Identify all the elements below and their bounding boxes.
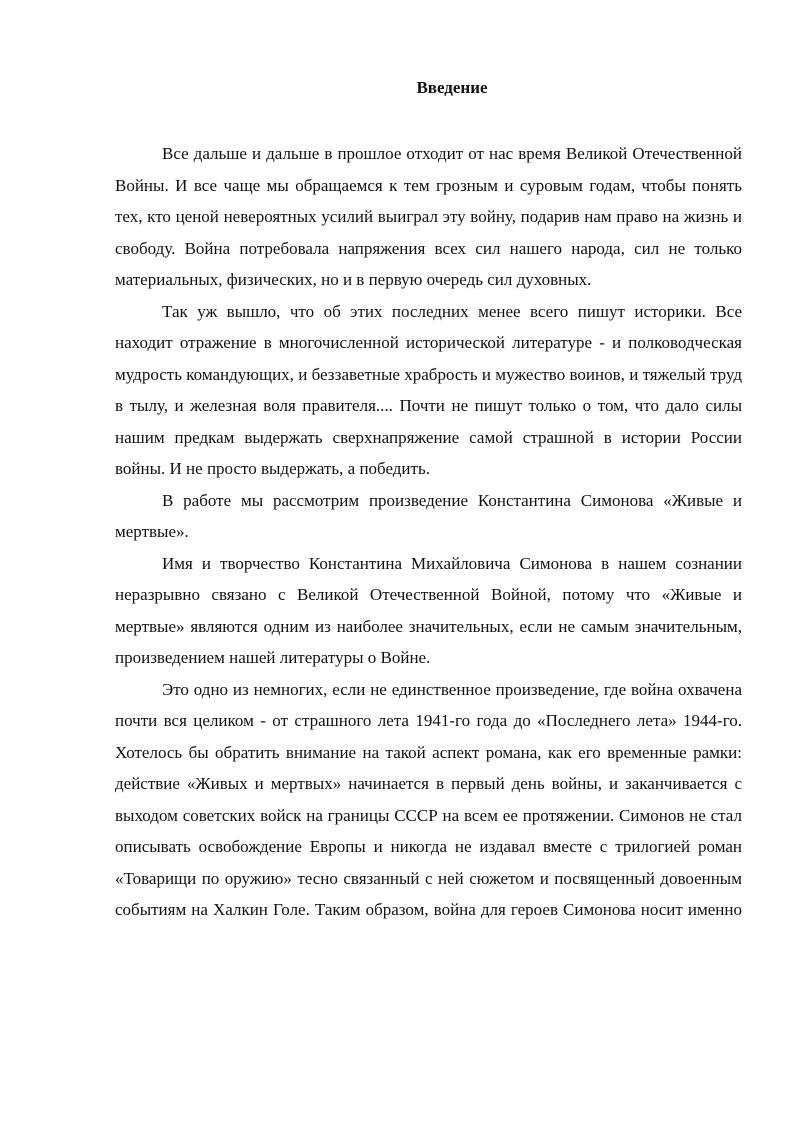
paragraph-5: Это одно из немногих, если не единственное произведение, где война охвачена почти вся целиком - от страшного лета 1941-го года до «Последнего лета» 1944-го. Хотелось бы обратить внимание на такой аспект романа, как его временные рамки: действие «Живых и мертвых» начинается в первый день войны, и заканчивается с выходом советских войск на границы СССР на всем ее протяжении. Симонов не стал описывать освобождение Европы и никогда не издавал вместе с трилогией роман «Товарищи по оружию» тесно связанный с ней сюжетом и посвященный довоенным событиям на Халкин Голе. Таким образом, война для героев Симонова носит именно [115, 679, 742, 919]
paragraph-2: Так уж вышло, что об этих последних менее всего пишут историки. Все находит отражение в многочисленной исторической литературе - и полководческая мудрость командующих, и беззаветные храбрость и мужество воинов, и тяжелый труд в тылу, и железная воля правителя.... Почти не пишут только о том, что дало силы нашим предкам выдержать сверхнапряжение самой страшной в истории России войны. И не просто выдержать, а победить. [115, 301, 742, 478]
paragraph-1: Все дальше и дальше в прошлое отходит от нас время Великой Отечественной Войны. И все чаще мы обращаемся к тем грозным и суровым годам, чтобы понять тех, кто ценой невероятных усилий выиграл эту войну, подарив нам право на жизнь и свободу. Война потребовала напряжения всех сил нашего народа, сил не только материальных, физических, но и в первую очередь сил духовных. [115, 144, 742, 289]
page-title: Введение [416, 78, 488, 97]
paragraph-3: В работе мы рассмотрим произведение Константина Симонова «Живые и мертвые». [115, 490, 742, 541]
document-body [115, 138, 742, 926]
paragraph-4: Имя и творчество Константина Михайловича Симонова в нашем сознании неразрывно связано с Великой Отечественной Войной, потому что «Живые и мертвые» являются одним из наиболее значительных, если не самым значительным, произведением нашей литературы о Войне. [115, 553, 742, 667]
